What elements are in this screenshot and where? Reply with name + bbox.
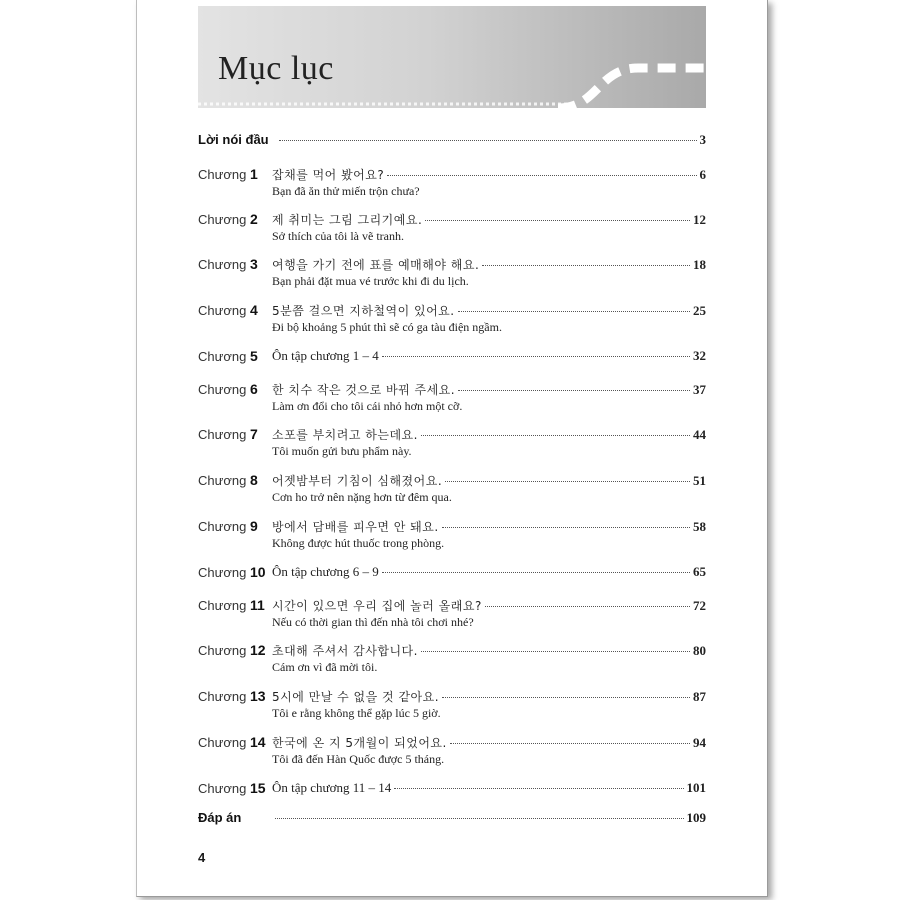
chapter-number: 4: [249, 302, 258, 318]
vietnamese-title: Tôi đã đến Hàn Quốc được 5 tháng.: [272, 752, 445, 766]
chapter-label: [198, 734, 266, 750]
vietnamese-title: Đi bộ khoảng 5 phút thì sẽ có ga tàu điện ngầm.: [272, 320, 502, 334]
chapter-word: Chương: [198, 303, 247, 318]
chapter-number: 5: [249, 348, 258, 364]
chapter-number: 11: [249, 597, 265, 613]
chapter-number: 10: [249, 564, 266, 580]
page-ref: 101: [686, 780, 706, 795]
preface-label: Lời nói đầu: [198, 132, 269, 147]
chapter-label: [198, 597, 265, 613]
chapter-label: [198, 256, 258, 272]
chapter-label: [198, 426, 258, 442]
chapter-word: Chương: [198, 212, 247, 227]
chapter-label: [198, 518, 258, 534]
korean-title: 방에서 담배를 피우면 안 돼요.: [272, 520, 439, 534]
chapter-word: Chương: [198, 257, 247, 272]
review-title: Ôn tập chương 1 – 4: [272, 348, 379, 363]
dot-leader: [485, 606, 690, 607]
page-ref: 51: [693, 473, 706, 488]
chapter-word: Chương: [198, 643, 247, 658]
chapter-number: 9: [249, 518, 258, 534]
dot-leader: [442, 697, 690, 698]
chapter-label: [198, 211, 258, 227]
vietnamese-title: Làm ơn đổi cho tôi cái nhỏ hơn một cỡ.: [272, 399, 463, 413]
vietnamese-title: Cơn ho trở nên nặng hơn từ đêm qua.: [272, 490, 452, 504]
chapter-label: [198, 642, 266, 658]
korean-title: 시간이 있으면 우리 집에 놀러 올래요?: [272, 599, 482, 613]
korean-title: 한국에 온 지 5개월이 되었어요.: [272, 736, 447, 750]
vietnamese-title: Không được hút thuốc trong phòng.: [272, 536, 445, 550]
chapter-number: 6: [249, 381, 258, 397]
dot-leader: [482, 265, 690, 266]
review-title: Ôn tập chương 11 – 14: [272, 780, 392, 795]
chapter-word: Chương: [198, 473, 247, 488]
korean-title: 여행을 가기 전에 표를 예매해야 해요.: [272, 258, 480, 272]
korean-title: 제 취미는 그림 그리기예요.: [272, 213, 423, 227]
dot-leader: [279, 140, 697, 141]
vietnamese-title: Bạn phải đặt mua vé trước khi đi du lịch.: [272, 274, 469, 288]
page-ref: 87: [693, 689, 706, 704]
dot-leader: [458, 311, 690, 312]
korean-title: 한 치수 작은 것으로 바꿔 주세요.: [272, 383, 456, 397]
chapter-word: Chương: [198, 565, 247, 580]
chapter-number: 7: [249, 426, 258, 442]
page-ref: 65: [693, 564, 706, 579]
page-ref: 32: [693, 348, 706, 363]
page-ref: 6: [699, 167, 706, 182]
vietnamese-title: Bạn đã ăn thử miến trộn chưa?: [272, 184, 420, 198]
chapter-number: 12: [249, 642, 266, 658]
dot-leader: [421, 651, 690, 652]
page-ref: 18: [693, 257, 706, 272]
page-ref: 3: [699, 132, 706, 147]
page-ref: 58: [693, 519, 706, 534]
vietnamese-title: Tôi muốn gửi bưu phẩm này.: [272, 444, 412, 458]
answers-label: Đáp án: [198, 810, 242, 825]
dot-leader: [425, 220, 690, 221]
page-ref: 72: [693, 598, 706, 613]
dot-leader: [442, 527, 690, 528]
vietnamese-title: Sở thích của tôi là vẽ tranh.: [272, 229, 404, 243]
chapter-number: 2: [249, 211, 258, 227]
page-ref: 109: [686, 810, 706, 825]
page-ref: 12: [693, 212, 706, 227]
chapter-word: Chương: [198, 689, 247, 704]
page-ref: 94: [693, 735, 706, 750]
chapter-word: Chương: [198, 781, 247, 796]
page-ref: 44: [693, 427, 706, 442]
chapter-number: 8: [249, 472, 258, 488]
review-title: Ôn tập chương 6 – 9: [272, 564, 379, 579]
chapter-word: Chương: [198, 598, 247, 613]
dot-leader: [445, 481, 690, 482]
chapter-label: [198, 472, 258, 488]
chapter-word: Chương: [198, 349, 247, 364]
dot-leader: [382, 356, 690, 357]
chapter-label: [198, 688, 266, 704]
chapter-number: 3: [249, 256, 258, 272]
vietnamese-title: Tôi e rằng không thể gặp lúc 5 giờ.: [272, 706, 441, 720]
page-number: 4: [198, 850, 206, 865]
chapter-word: Chương: [198, 167, 247, 182]
chapter-word: Chương: [198, 427, 247, 442]
dot-leader: [458, 390, 690, 391]
korean-title: 초대해 주셔서 감사합니다.: [272, 644, 418, 658]
korean-title: 소포를 부치려고 하는데요.: [272, 428, 418, 442]
vietnamese-title: Cám ơn vì đã mời tôi.: [272, 660, 378, 674]
korean-title: 5분쯤 걸으면 지하철역이 있어요.: [272, 304, 455, 318]
page-title: Mục lục: [218, 50, 334, 87]
chapter-label: [198, 302, 258, 318]
vietnamese-title: Nếu có thời gian thì đến nhà tôi chơi nhé?: [272, 615, 474, 629]
dot-leader: [387, 175, 696, 176]
chapter-label: [198, 381, 258, 397]
chapter-label: [198, 348, 258, 364]
korean-title: 잡채를 먹어 봤어요?: [272, 168, 385, 182]
chapter-word: Chương: [198, 382, 247, 397]
chapter-number: 13: [249, 688, 266, 704]
dot-leader: [275, 818, 684, 819]
korean-title: 어젯밤부터 기침이 심해졌어요.: [272, 474, 443, 488]
chapter-number: 1: [249, 166, 258, 182]
chapter-label: [198, 166, 258, 182]
dot-leader: [421, 435, 690, 436]
korean-title: 5시에 만날 수 없을 것 같아요.: [272, 690, 440, 704]
chapter-word: Chương: [198, 735, 247, 750]
dot-leader: [382, 572, 690, 573]
chapter-number: 14: [249, 734, 266, 750]
page-ref: 25: [693, 303, 706, 318]
dot-leader: [450, 743, 690, 744]
chapter-label: [198, 780, 266, 796]
header-band: [198, 6, 706, 108]
chapter-label: [198, 564, 266, 580]
chapter-number: 15: [249, 780, 266, 796]
page-ref: 37: [693, 382, 706, 397]
dot-leader: [394, 788, 683, 789]
chapter-word: Chương: [198, 519, 247, 534]
page-ref: 80: [693, 643, 706, 658]
